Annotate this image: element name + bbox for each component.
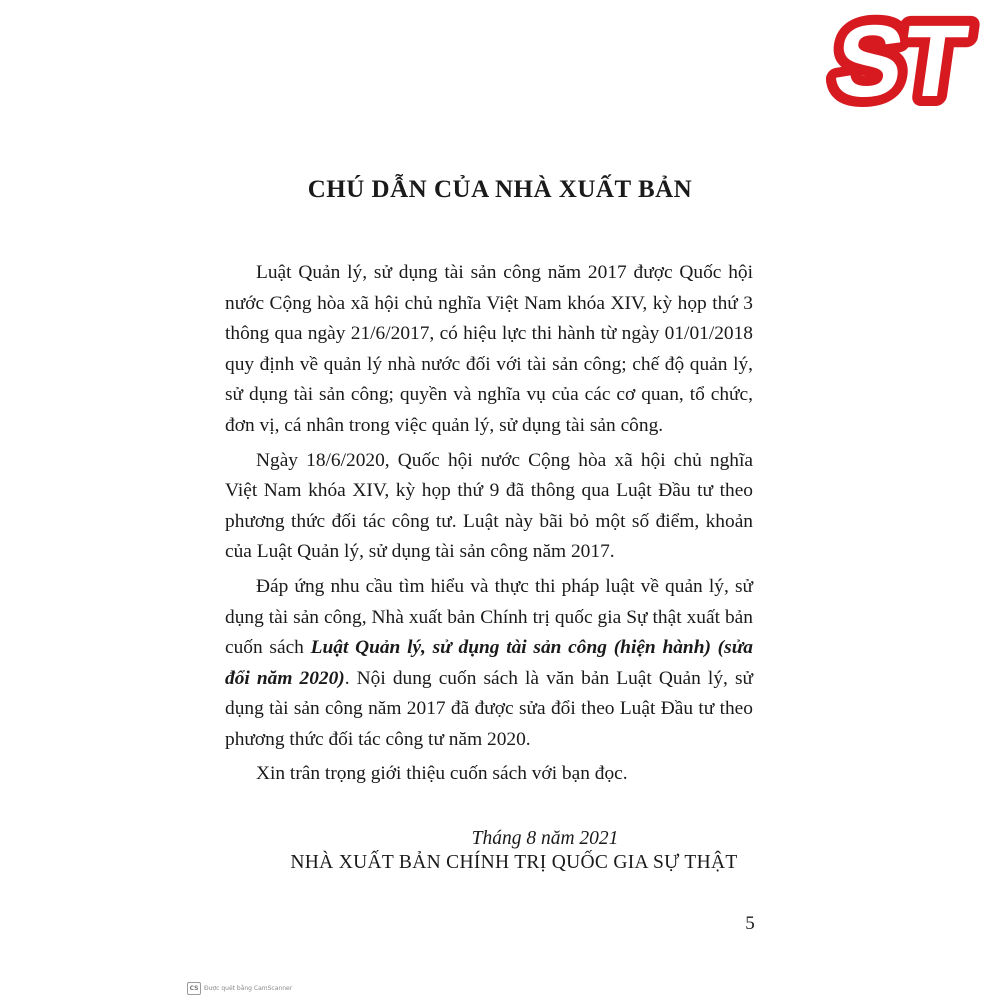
publisher-logo [827, 3, 974, 118]
watermark-text: Được quét bằng CamScanner [204, 985, 293, 992]
page-number: 5 [745, 913, 755, 934]
signature-publisher: NHÀ XUẤT BẢN CHÍNH TRỊ QUỐC GIA SỰ THẬT [290, 852, 738, 873]
st-logo-icon [827, 3, 974, 118]
page-title: CHÚ DẪN CỦA NHÀ XUẤT BẢN [307, 176, 693, 203]
paragraph-3-intro: Đáp ứng nhu cầu tìm hiểu và thực thi pháp luật về quản lý, sử dụng tài sản công, Nhà xuất bản Chính trị quốc gia Sự thật xuất bản cuốn sách [225, 575, 753, 659]
svg-text:ST: ST [827, 3, 974, 118]
preface-body [225, 258, 753, 793]
paragraph-1: Luật Quản lý, sử dụng tài sản công năm 2017 được Quốc hội nước Cộng hòa xã hội chủ nghĩa Việt Nam khóa XIV, kỳ họp thứ 3 thông qua ngày 21/6/2017, có hiệu lực thi hành từ ngày 01/01/2018 quy định về quản lý nhà nước đối với tài sản công; chế độ quản lý, sử dụng tài sản công; quyền và nghĩa vụ của các cơ quan, tổ chức, đơn vị, cá nhân trong việc quản lý, sử dụng tài sản công. [225, 262, 753, 436]
paragraph-4: Xin trân trọng giới thiệu cuốn sách với bạn đọc. [256, 762, 628, 784]
book-title: Luật Quản lý, sử dụng tài sản công (hiện hành) (sửa đổi năm 2020) [225, 637, 754, 689]
signature-date: Tháng 8 năm 2021 [471, 828, 619, 849]
scanner-watermark [187, 982, 292, 995]
paragraph-3 [225, 572, 753, 756]
camscanner-icon: CS [187, 982, 201, 995]
paragraph-3-rest: . Nội dung cuốn sách là văn bản Luật Quản lý, sử dụng tài sản công năm 2017 đã được sửa đổi theo Luật Đầu tư theo phương thức đối tác công tư năm 2020. [225, 667, 753, 750]
paragraph-2: Ngày 18/6/2020, Quốc hội nước Cộng hòa xã hội chủ nghĩa Việt Nam khóa XIV, kỳ họp thứ 9 đã thông qua Luật Đầu tư theo phương thức đối tác công tư. Luật này bãi bỏ một số điểm, khoản của Luật Quản lý, sử dụng tài sản công năm 2017. [225, 449, 753, 563]
